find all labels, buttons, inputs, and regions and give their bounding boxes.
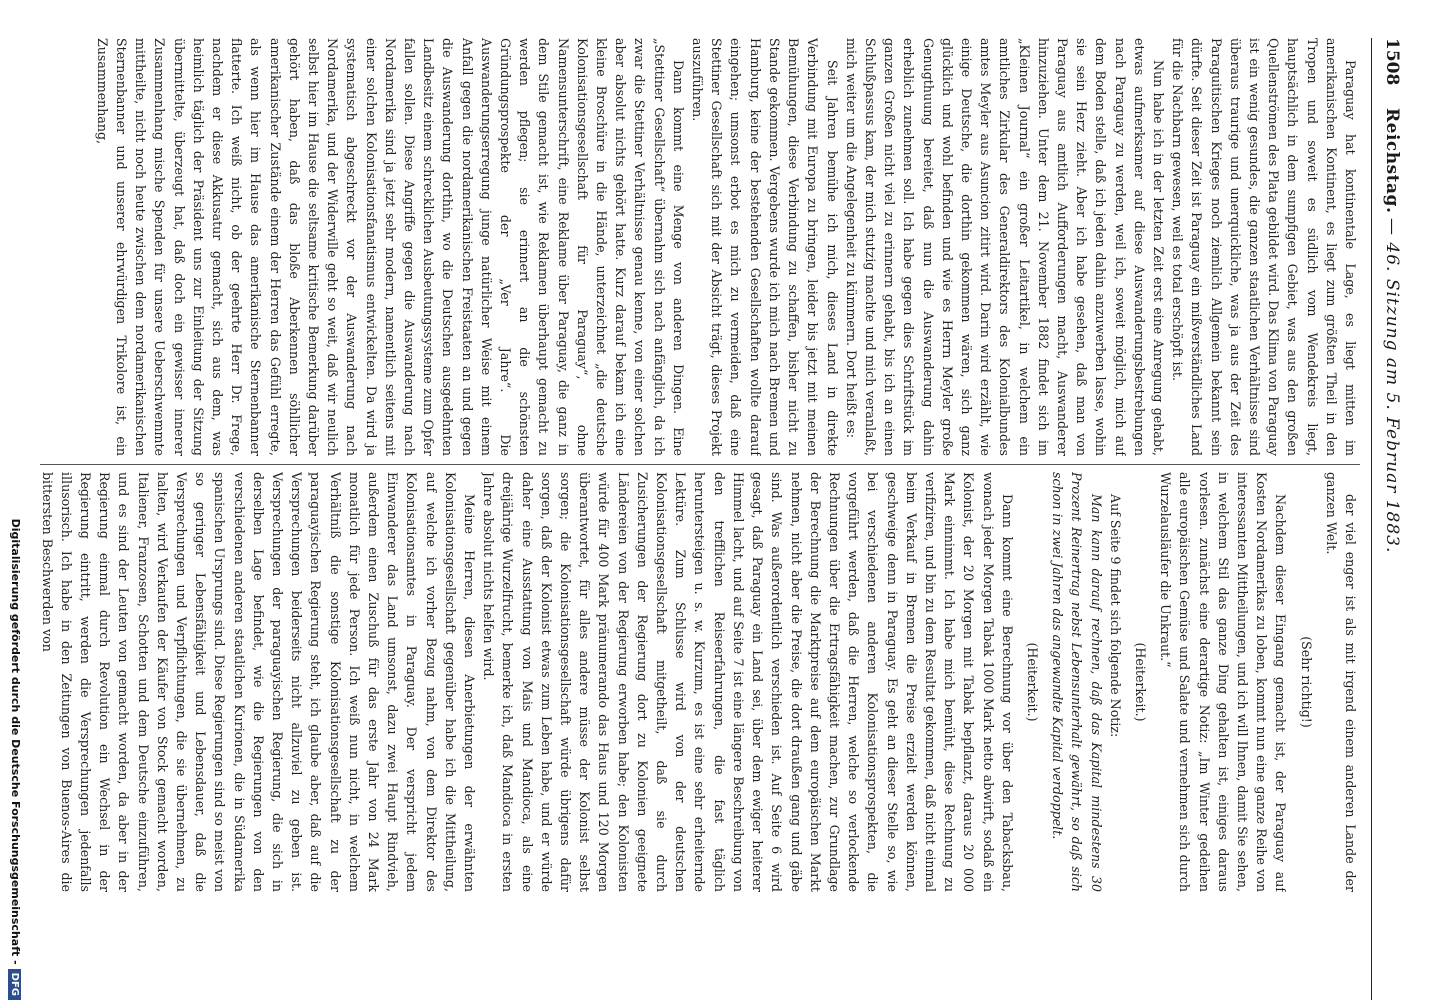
header-left-title: Reichstag.: [1382, 108, 1402, 214]
quoted-passage: Man kann darauf rechnen, daß das Kapital mindestens 30 Prozent Reinertrag nebst Lebensunterhalt gewährt, so daß sich schon in zwei Jahren das angewandte Kapital verdoppelt.: [1050, 472, 1104, 892]
digitization-note: [8, 0, 22, 1000]
paragraph: Dann kommt eine Menge von anderen Dingen. Eine „Stettiner Gesellschaft“ übernahm sich nach anfänglich, da ich zwar die Stettiner Verhältnisse genau kenne, von einer solchen aber absolut nichts gehört hatte. Kurz darauf bekam ich eine kleine Broschüre in die Hände, unterzeichnet „die deutsche Kolonisationsgesellschaft für Paraguay“, ohne Namensunterschrift, eine Reklame über Paraguay, die ganz in dem Stile gemacht ist, wie Reklamen überhaupt gemacht zu werden pflegen; sie erinnert an die schönsten Gründungsprospekte der „Ver Jahre“. Die Auswanderungserregung junge natürlicher Weise mit einem Anfall gegen die nordamerikanischen Freistaaten an und gegen die Auswanderung dorthin, wo die Deutschen ausgedehnten Landbesitz einem schrecklichen Ausbeutungssysteme zum Opfer fallen sollen. Diese Angriffe gegen die Auswanderung nach Nordamerika sind ja jetzt sehr modern, namentlich seitens mit einer solchen Kolonisationsfanatismus entwickelten. Da wird ja systematisch abgeschreckt vor der Auswanderung nach Nordamerika, und der Widerwille geht so weit, daß wir neulich selbst hier im Hause die seltsame kritische Bemerkung darüber gehört haben, daß das bloße Aberkennen söhllicher amerikanischer Zustände einem der Herren das Gefühl erregte, als wenn hier im Hause das amerikanische Sternenbanner flatterte. Ich weiß nicht, ob der geehrte Herr Dr. Frege, nachdem er diese Akkusatur gemacht, sich aus dem, was heimlich täglich der Präsident uns zur Einleitung der Sitzung übermittelte, überzeugt hat, daß doch ein gewisser innerer Zusammenhang mische Spenden für unsere Ueberschwemmte mittheilte, nicht noch heute zwischen dem nordamerikanischen Sternenbanner und unserer ehrwürdigen Trikolore ist, ein Zusammenhang,: [94, 38, 686, 456]
text-column-left: [38, 38, 1360, 456]
paragraph: Nachdem dieser Eingang gemacht ist, der Paraguay auf Kosten Nordamerikas zu loben, kommt nun eine ganze Reihe von interessanten Mittheilungen, und ich will Ihnen, damit Sie sehen, in welchem Stil das ganze Ding gehalten ist, einiges daraus vorlesen. zunächst eine derartige Notiz: „Im Winter gedeihen alle europäischen Gemüse und Salate und vernehmen sich durch Wurzelausläufer die Unkraut.“: [1158, 472, 1289, 892]
header-session-title: — 46. Sitzung am 5. Februar 1883.: [1382, 218, 1402, 554]
interjection: (Heiterkeit.): [1132, 642, 1148, 722]
page-number: 1508: [1382, 38, 1402, 86]
paragraph: Nun habe ich in der letzten Zeit erst eine Anregung gehabt, etwas aufmerksamer auf diese Auswanderungsbestrebungen nach Paraguay zu werden, weil ich, soweit möglich, mich auf dem Boden stelle, daß ich jeden dahin anzuwerben lasse, wohin sie sein Herz zieht. Aber ich habe gesehen, daß man von Paraguay aus amtlich Aufforderungen macht, Auswanderer hinzuziehen. Unter dem 21. November 1882 findet sich im „Kleinen Journal“ ein großer Leitartikel, in welchem ein amtliches Zirkular des Generaldirektors des Kolonialbundes amtes Meyler aus Asuncion zitirt wird. Darin wird erzählt, wie einige Deutsche, die dorthin gekommen wären, sich ganz glücklich und wohl befinden und wie es Herrn Meyler große Genugthuung bereitet, daß nun die Auswanderung dahin erheblich zunehmen soll. Ich habe gegen dies Schriftstück im ganzen Großen nicht viel zu erinnern gehabt, bis ich an einen Schlußpassus kam, der mich stutzig machte und mich veranlaßt, mich weiter um die Angelegenheit zu kümmern. Dort heißt es:: [843, 38, 1166, 456]
column-divider: [40, 464, 1360, 465]
page-header: [1371, 38, 1416, 1000]
paragraph: Meine Herren, diesen Anerbietungen der erwähnten Kolonisationsgesellschaft gegenüber habe ich die Mittheilung, auf welche ich vorher Bezug nahm, von dem Direktor des Kolonisationsamtes in Paraguay. Der verspricht jedem Einwanderer das Land umsonst, dazu zwei Haupt Rindvieh, außerdem einen Zuschuß für das erste Jahr von 24 Mark monatlich für jede Person. Ich weiß nun nicht, in welchem Verhältniß die sonstige Kolonisationsgesellschaft zu der paraguayischen Regierung steht, ich glaube aber, daß auf die Versprechungen beiderseits nicht allzuviel zu geben ist. Versprechungen der paraguayischen Regierung, die sich in derselben Lage befindet, wie die Regierungen von den verschiedenen anderen staatlichen Kurionen, die in Südamerika spanischen Ursprungs sind. Diese Regierungen sind so meist von so geringer Lebensfähigkeit und Lebensdauer, daß die Versprechungen und Verpflichtungen, die sie übernehmen, zu halten, wird Verkaufen der Käufer von Stock gemacht worden, Italiener, Franzosen, Schotten und dem Deutsche einzuführen, und es sind der Leuten von gemacht worden, da aber in der Regierung einmal durch Revolution ein Wechsel in der Regierung eintritt, werden die Versprechungen jedenfalls illusorisch. Ich habe in den Zeitungen von Buenos-Aires die bittersten Beschwerden von: [39, 472, 478, 892]
paragraph: Auf Seite 9 findet sich folgende Notiz:: [1107, 494, 1123, 738]
dfg-logo: DFG: [8, 969, 21, 1000]
paragraph: Paraguay hat kontinentale Lage, es liegt mitten im amerikanischen Kontinent, es liegt zum größten Theil in den Tropen und soweit es südlich vom Wendekreis liegt, hauptsächlich in dem sumpfigen Gebiet, was aus den großen Quellenströmen des Plata gebildet wird. Das Klima von Paraguay ist ein wenig gesundes, die ganzen staatlichen Verhältnisse sind überaus traurige und unerquickliche, was ja aus der Zeit des Paraguitischen Krieges noch ziemlich Allgemein bekannt sein dürfte. Seit dieser Zeit ist Paraguay ein mißverständliches Land für die Nachbarn gewesen, weil es total erschöpft ist.: [1170, 38, 1358, 456]
paragraph: der viel enger ist als mit irgend einem anderen Lande der ganzen Welt.: [1323, 472, 1358, 892]
paragraph: Seit Jahren bemühe ich mich, dieses Land in direkte Verbindung mit Europa zu bringen, leider bis jetzt mit meinen Bemühungen, diese Verbindung zu schaffen, bisher nicht zu Stande gekommen. Vergebens wurde ich mich nach Bremen und Hamburg, keine der bestehenden Gesellschaften wollte darauf eingehen; umsonst erbot es mich zu vermeiden, daß eine Stettiner Gesellschaft sich mit der Absicht trägt, dieses Projekt auszuführen.: [690, 38, 840, 456]
paragraph: Dann kommt eine Berechnung vor über den Tabacksbau, wonach jeder Morgen Tabak 1000 Mark netto abwirft, sodaß ein Kolonist, der 20 Morgen mit Tabak bepflanzt, daraus 20 000 Mark einnimmt. Ich habe mich bemüht, diese Rechnung zu verifiziren, und bin zu dem Resultat gekommen, daß nicht einmal beim Verkauf in Bremen die Preise erzielt werden können, geschweige denn in Paraguay. Es geht an dieser Stelle so, wie bei verschiedenen anderen Kolonisationsprospekten, die vorgeführt werden, daß die Herren, welche so verlockende Rechnungen über die Ertragsfähigkeit machen, zur Grundlage der Berechnung die Marktpreise auf dem europäischen Markt nehmen, nicht aber die Preise, die dort draußen gang und gäbe sind. Was außerordentlich verschieden ist. Auf Seite 6 wird gesagt, daß Paraguay ein Land sei, über dem ewiger heiterer Himmel lacht, und auf Seite 7 ist eine längere Beschreibung von den trefflichen Reiseerfahrungen, die fast täglich heruntersteigen u. s. w. Kurzum, es ist eine sehr erheiternde Lektüre. Zum Schlusse wird von der deutschen Kolonisationsgesellschaft mitgetheilt, daß sie durch Zusicherungen der Regierung dort zu Kolonien geeignete Ländereien von der Regierung erworben habe; den Kolonisten würde für 400 Mark pränumerando das Haus und 120 Morgen überantwortet, für alles andere müsse der Kolonist selbst sorgen; die Kolonisationsgesellschaft würde übrigens dafür sorgen, daß der Kolonist etwas zum Leben habe, und er würde daher eine Ausstattung von Mais und Mandioca, als eine dreijährige Wurzelfrucht, bemerke ich, daß Mandioca in ersten Jahre absolut nichts helfen wird.: [481, 472, 1015, 892]
digitization-note-text: Digitalisierung gefördert durch die Deutsche Forschungsgemeinschaft -: [9, 518, 22, 965]
interjection: (Sehr richtig!): [1298, 636, 1314, 728]
interjection: (Heiterkeit.): [1024, 642, 1040, 722]
text-column-right: [38, 472, 1360, 892]
